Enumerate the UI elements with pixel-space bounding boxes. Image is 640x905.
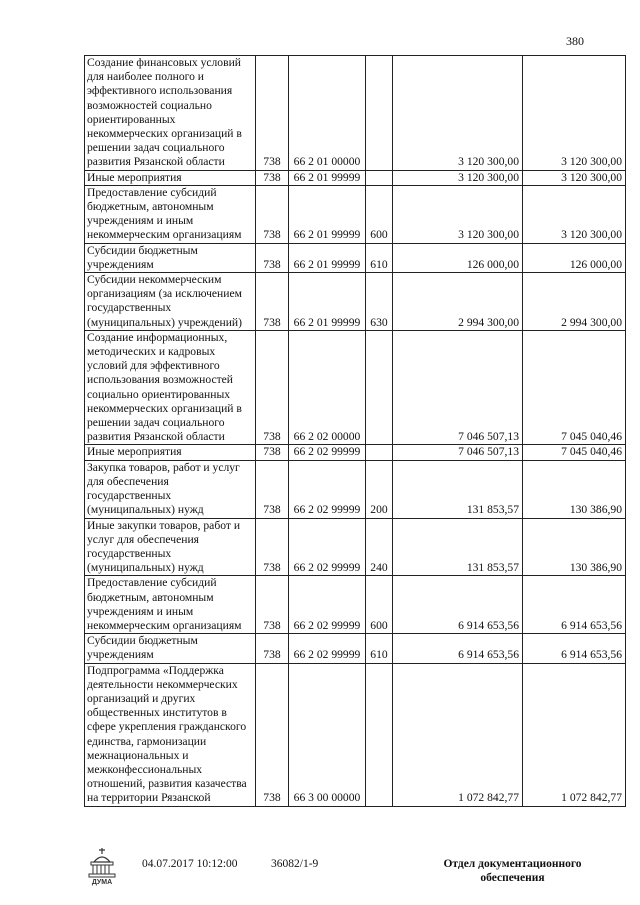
row-sum-2017: 3 120 300,00	[393, 56, 523, 171]
row-name: Иные закупки товаров, работ и услуг для обеспечения государственных (муниципальных) нужд	[85, 518, 256, 576]
row-code: 738	[256, 445, 289, 460]
row-sum-executed: 6 914 653,56	[523, 634, 626, 663]
row-sum-2017: 1 072 842,77	[393, 663, 523, 806]
row-name: Предоставление субсидий бюджетным, автономным учреждениям и иным некоммерческим организациям	[85, 185, 256, 243]
footer-department: Отдел документационного обеспечения	[443, 858, 582, 884]
row-article: 66 2 01 99999	[289, 185, 366, 243]
row-sum-2017: 131 853,57	[393, 518, 523, 576]
row-sum-2017: 3 120 300,00	[393, 185, 523, 243]
row-sum-2017: 7 046 507,13	[393, 330, 523, 445]
row-sum-2017: 6 914 653,56	[393, 576, 523, 634]
row-code: 738	[256, 663, 289, 806]
row-sum-executed: 130 386,90	[523, 518, 626, 576]
budget-table	[84, 55, 626, 807]
row-article: 66 2 02 99999	[289, 634, 366, 663]
row-expense-type: 240	[366, 518, 393, 576]
row-name: Субсидии бюджетным учреждениям	[85, 634, 256, 663]
table-row	[85, 634, 626, 663]
row-sum-2017: 126 000,00	[393, 243, 523, 272]
page-number: 380	[566, 34, 584, 48]
row-expense-type: 600	[366, 185, 393, 243]
row-code: 738	[256, 518, 289, 576]
table-row	[85, 663, 626, 806]
table-row	[85, 518, 626, 576]
row-article: 66 2 01 99999	[289, 170, 366, 185]
row-expense-type	[366, 330, 393, 445]
row-sum-executed: 1 072 842,77	[523, 663, 626, 806]
row-sum-2017: 2 994 300,00	[393, 273, 523, 331]
footer-datetime: 04.07.2017 10:12:00	[142, 858, 238, 870]
row-expense-type: 630	[366, 273, 393, 331]
row-expense-type: 600	[366, 576, 393, 634]
row-code: 738	[256, 460, 289, 518]
table-row	[85, 445, 626, 460]
table-row	[85, 185, 626, 243]
row-expense-type: 200	[366, 460, 393, 518]
row-name: Создание финансовых условий для наиболее полного и эффективного использования возможностей социально ориентированных некоммерческих организаций в решении задач социального развития Рязанской области	[85, 56, 256, 171]
row-article: 66 2 01 00000	[289, 56, 366, 171]
row-article: 66 2 02 99999	[289, 518, 366, 576]
row-name: Подпрограмма «Поддержка деятельности некоммерческих организаций и других общественных институтов в сфере укрепления гражданского единства, гармонизации межнациональных и межконфессиональных отношений, развития казачества на территории Рязанской	[85, 663, 256, 806]
row-name: Предоставление субсидий бюджетным, автономным учреждениям и иным некоммерческим организациям	[85, 576, 256, 634]
row-sum-executed: 126 000,00	[523, 243, 626, 272]
row-sum-executed: 6 914 653,56	[523, 576, 626, 634]
row-sum-executed: 3 120 300,00	[523, 170, 626, 185]
row-code: 738	[256, 576, 289, 634]
row-sum-executed: 3 120 300,00	[523, 185, 626, 243]
table-row	[85, 243, 626, 272]
table-row	[85, 170, 626, 185]
table-row	[85, 273, 626, 331]
row-name: Субсидии бюджетным учреждениям	[85, 243, 256, 272]
row-sum-2017: 131 853,57	[393, 460, 523, 518]
table-row	[85, 576, 626, 634]
row-code: 738	[256, 243, 289, 272]
row-code: 738	[256, 170, 289, 185]
row-article: 66 2 02 99999	[289, 576, 366, 634]
logo-text: ДУМА	[91, 879, 113, 886]
row-code: 738	[256, 634, 289, 663]
row-sum-executed: 7 045 040,46	[523, 445, 626, 460]
row-article: 66 2 02 99999	[289, 445, 366, 460]
table-row	[85, 460, 626, 518]
table-row	[85, 56, 626, 171]
row-article: 66 2 01 99999	[289, 273, 366, 331]
footer-document-code: 36082/1-9	[271, 858, 319, 870]
row-article: 66 2 01 99999	[289, 243, 366, 272]
row-expense-type	[366, 56, 393, 171]
row-code: 738	[256, 56, 289, 171]
row-sum-executed: 130 386,90	[523, 460, 626, 518]
row-code: 738	[256, 330, 289, 445]
duma-logo	[84, 846, 120, 886]
row-article: 66 2 02 00000	[289, 330, 366, 445]
row-expense-type	[366, 663, 393, 806]
row-article: 66 2 02 99999	[289, 460, 366, 518]
budget-table-body	[85, 56, 626, 807]
row-name: Закупка товаров, работ и услуг для обеспечения государственных (муниципальных) нужд	[85, 460, 256, 518]
row-sum-2017: 3 120 300,00	[393, 170, 523, 185]
row-name: Субсидии некоммерческим организациям (за исключением государственных (муниципальных) учреждений)	[85, 273, 256, 331]
row-expense-type	[366, 170, 393, 185]
row-expense-type: 610	[366, 243, 393, 272]
row-name: Иные мероприятия	[85, 445, 256, 460]
row-name: Создание информационных, методических и кадровых условий для эффективного использования возможностей социально ориентированных некоммерческих организаций в решении задач социального развития Рязанской области	[85, 330, 256, 445]
row-article: 66 3 00 00000	[289, 663, 366, 806]
row-code: 738	[256, 185, 289, 243]
row-sum-2017: 7 046 507,13	[393, 445, 523, 460]
row-code: 738	[256, 273, 289, 331]
row-name: Иные мероприятия	[85, 170, 256, 185]
row-sum-2017: 6 914 653,56	[393, 634, 523, 663]
row-sum-executed: 3 120 300,00	[523, 56, 626, 171]
row-sum-executed: 2 994 300,00	[523, 273, 626, 331]
table-row	[85, 330, 626, 445]
row-expense-type: 610	[366, 634, 393, 663]
row-expense-type	[366, 445, 393, 460]
row-sum-executed: 7 045 040,46	[523, 330, 626, 445]
